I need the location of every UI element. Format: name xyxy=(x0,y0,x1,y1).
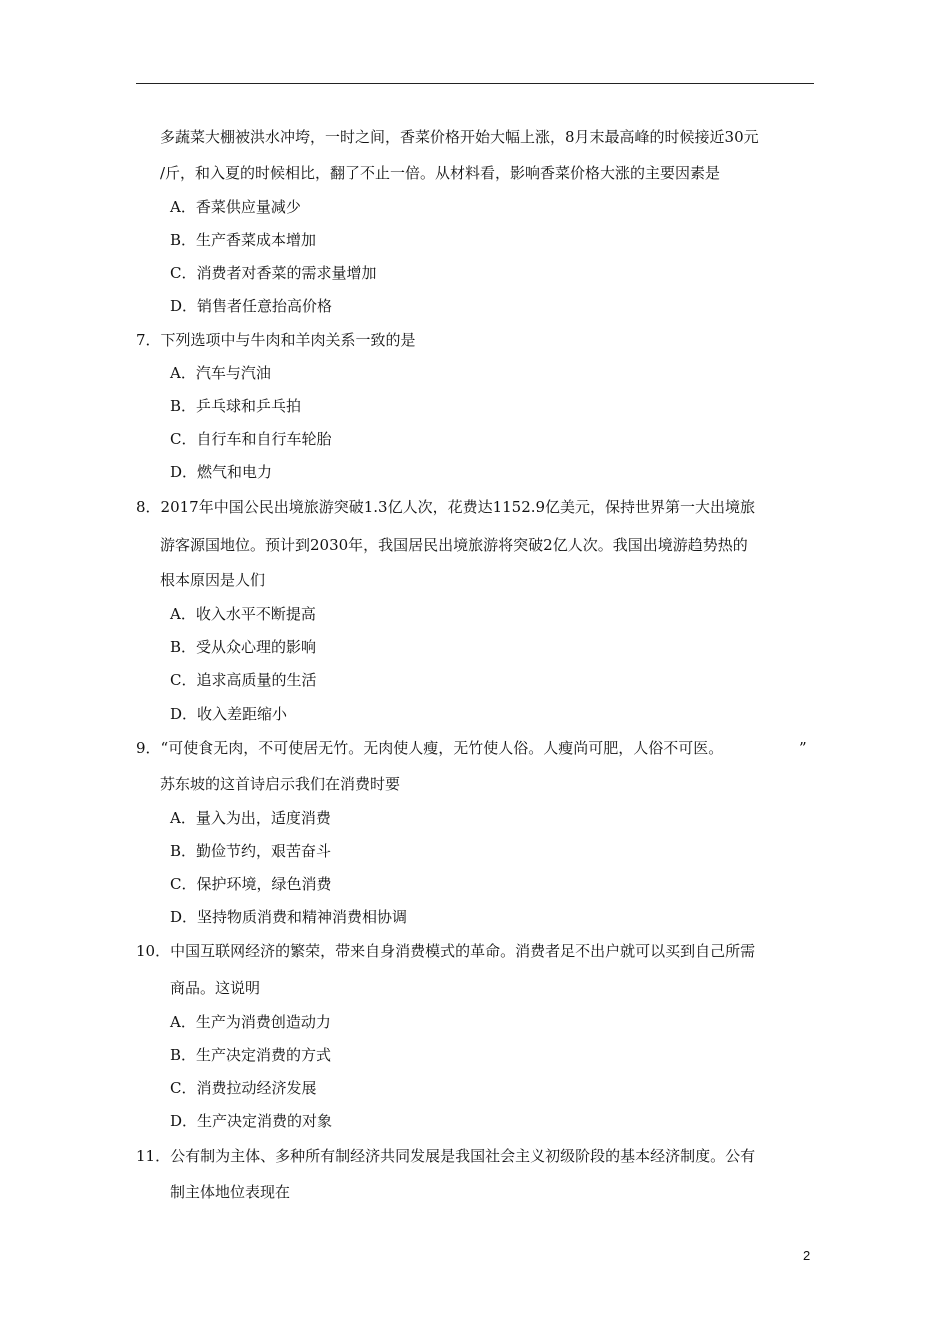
page-number: 2 xyxy=(803,1248,811,1263)
question-text: /斤，和入夏的时候相比，翻了不止一倍。从材料看，影响香菜价格大涨的主要因素是 xyxy=(160,164,721,182)
option-c: C．自行车和自行车轮胎 xyxy=(170,430,332,448)
option-b: B．生产香菜成本增加 xyxy=(170,231,317,249)
option-a: A．汽车与汽油 xyxy=(170,364,271,382)
option-a: A．生产为消费创造动力 xyxy=(170,1013,331,1031)
question-text: 制主体地位表现在 xyxy=(170,1183,291,1201)
option-d: D．生产决定消费的对象 xyxy=(170,1112,333,1130)
question-text: 商品。这说明 xyxy=(170,979,261,997)
question-stem: 8．2017年中国公民出境旅游突破1.3亿人次，花费达1152.9亿美元，保持世界第一大出境旅 xyxy=(136,498,756,516)
option-d: D．收入差距缩小 xyxy=(170,705,288,723)
option-d: D．燃气和电力 xyxy=(170,463,273,481)
option-b: B．生产决定消费的方式 xyxy=(170,1046,332,1064)
option-c: C．消费者对香菜的需求量增加 xyxy=(170,264,377,282)
option-a: A．香菜供应量减少 xyxy=(170,198,301,216)
question-text: 游客源国地位。预计到2030年，我国居民出境旅游将突破2亿人次。我国出境游趋势热的 xyxy=(160,536,748,554)
question-text: 多蔬菜大棚被洪水冲垮，一时之间，香菜价格开始大幅上涨，8月末最高峰的时候接近30元 xyxy=(160,128,759,146)
question-stem: 9．“可使食无肉，不可使居无竹。无肉使人瘦，无竹使人俗。人瘦尚可肥，人俗不可医。 xyxy=(136,739,724,757)
question-stem: 11．公有制为主体、多种所有制经济共同发展是我国社会主义初级阶段的基本经济制度。公有 xyxy=(136,1147,756,1165)
question-stem: 7．下列选项中与牛肉和羊肉关系一致的是 xyxy=(136,331,416,349)
option-c: C．消费拉动经济发展 xyxy=(170,1079,317,1097)
option-b: B．受从众心理的影响 xyxy=(170,638,317,656)
question-text: 苏东坡的这首诗启示我们在消费时要 xyxy=(160,775,401,793)
question-stem: 10．中国互联网经济的繁荣，带来自身消费模式的革命。消费者足不出户就可以买到自己所需 xyxy=(136,942,756,960)
option-b: B．乒乓球和乒乓拍 xyxy=(170,397,302,415)
option-b: B．勤俭节约，艰苦奋斗 xyxy=(170,842,332,860)
question-text: 根本原因是人们 xyxy=(160,571,266,589)
option-d: D．销售者任意抬高价格 xyxy=(170,297,333,315)
option-c: C．保护环境，绿色消费 xyxy=(170,875,332,893)
option-d: D．坚持物质消费和精神消费相协调 xyxy=(170,908,408,926)
option-c: C．追求高质量的生活 xyxy=(170,671,317,689)
option-a: A．收入水平不断提高 xyxy=(170,605,316,623)
header-rule xyxy=(136,83,814,84)
option-a: A．量入为出，适度消费 xyxy=(170,809,331,827)
closing-quote: ” xyxy=(799,739,807,757)
